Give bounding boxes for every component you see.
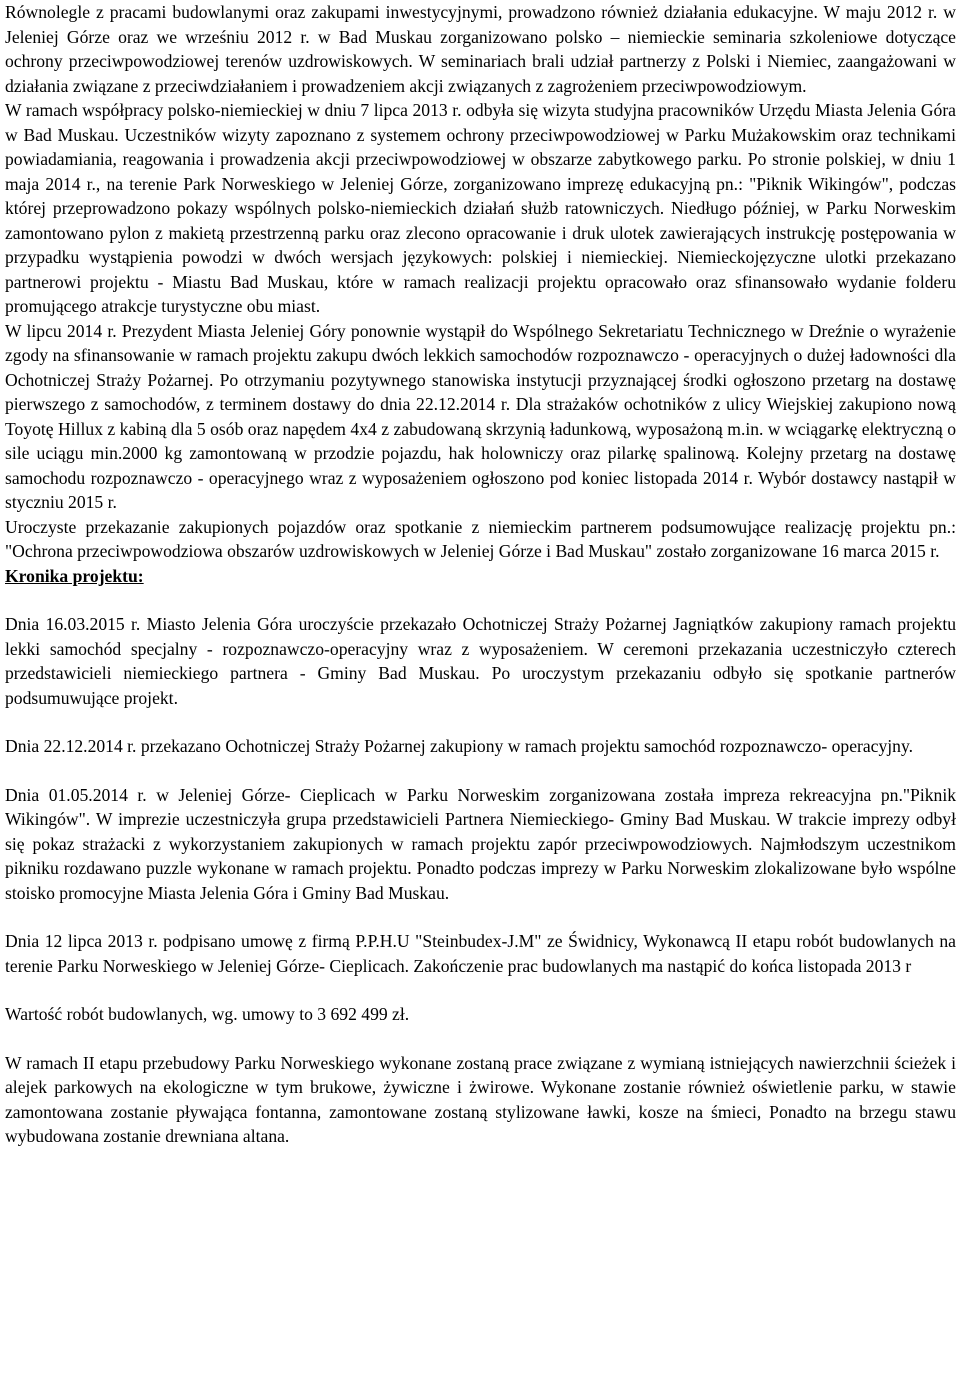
chronicle-entry: Dnia 12 lipca 2013 r. podpisano umowę z firmą P.P.H.U "Steinbudex-J.M" ze Świdnicy, Wykonawcą II etapu robót budowlanych na terenie Parku Norweskiego w Jeleniej Górze- Cieplicach. Zakończenie prac budowlanych ma nastąpić do końca listopada 2013 r xyxy=(5,931,956,976)
chronicle-entry: Dnia 16.03.2015 r. Miasto Jelenia Góra uroczyście przekazało Ochotniczej Straży Pożarnej Jagniątków zakupiony ramach projektu lekki samochód specjalny - rozpoznawczo-operacyjny wraz z wyposażeniem. W ceremoni przekazania uczestniczyło czterech przedstawicieli niemieckiego partnera - Gminy Bad Muskau. Po uroczystym przekazaniu odbyło się spotkanie partnerów podsumuwujące projekt. xyxy=(5,614,956,708)
intro-paragraph-vehicles: W lipcu 2014 r. Prezydent Miasta Jeleniej Góry ponownie wystąpił do Wspólnego Sekretariatu Technicznego w Dreźnie o wyrażenie zgody na sfinansowanie w ramach projektu zakupu dwóch lekkich samochodów rozpoznawczo - operacyjnych o dużej ładowności dla Ochotniczej Straży Pożarnej. Po otrzymaniu pozytywnego stanowiska instytucji przyznającej środki ogłoszono przetarg na dostawę pierwszego z samochodów, z terminem dostawy do dnia 22.12.2014 r. Dla strażaków ochotników z ulicy Wiejskiej zakupiono nową Toyotę Hillux z kabiną dla 5 osób oraz napędem 4x4 z zabudowaną skrzynią ładunkową, wyposażoną m.in. w wciągarkę elektryczną o sile uciągu min.2000 kg zamontowaną w przodzie pojazdu, hak holowniczy oraz pilarkę spalinową. Kolejny przetarg na dostawę samochodu rozpoznawczo - operacyjnego wraz z wyposażeniem ogłoszono pod koniec listopada 2014 r. Wybór dostawcy nastąpił w styczniu 2015 r. xyxy=(5,320,956,512)
chronicle-entry: Dnia 01.05.2014 r. w Jeleniej Górze- Cieplicach w Parku Norweskim zorganizowana została impreza rekreacyjna pn."Piknik Wikingów". W imprezie uczestniczyła grupa przedstawicieli Partnera Niemieckiego- Gminy Bad Muskau. W trakcie imprezy odbył się pokaz strażacki z wykorzystaniem zakupionych w ramach projektu zapór przeciwpowodziowych. Najmłodszym uczestnikom pikniku rozdawano puzzle wykonane w ramach projektu. Ponadto podczas imprezy w Parku Norweskim zlokalizowane było wspólne stoisko promocyjne Miasta Jelenia Góra i Gminy Bad Muskau. xyxy=(5,784,956,903)
intro-paragraph-education: Równolegle z pracami budowlanymi oraz zakupami inwestycyjnymi, prowadzono również działania edukacyjne. W maju 2012 r. w Jeleniej Górze oraz we wrześniu 2012 r. w Bad Muskau zorganizowano polsko – niemieckie seminaria szkoleniowe dotyczące ochrony przeciwpowodziowej terenów uzdrowiskowych. W seminariach brali udział partnerzy z Polski i Niemiec, zaangażowani w działania związane z przeciwdziałaniem i prowadzeniem akcji związanych z zagrożeniem przeciwpowodziowym. xyxy=(5,2,956,96)
intro-paragraph-handover: Uroczyste przekazanie zakupionych pojazdów oraz spotkanie z niemieckim partnerem podsumowujące realizację projektu pn.: "Ochrona przeciwpowodziowa obszarów uzdrowiskowych w Jeleniej Górze i Bad Muskau" zostało zorganizowane 16 marca 2015 r. xyxy=(5,516,956,561)
chronicle-heading: Kronika projektu: xyxy=(5,565,144,586)
chronicle-entry: Dnia 22.12.2014 r. przekazano Ochotniczej Straży Pożarnej zakupiony w ramach projektu samochód rozpoznawczo- operacyjny. xyxy=(5,736,914,756)
stage-two-works-paragraph: W ramach II etapu przebudowy Parku Norweskiego wykonane zostaną prace związane z wymianą istniejących nawierzchnii ścieżek i alejek parkowych na ekologiczne w tym brukowe, żywiczne i żwirowe. Wykonane zostanie również oświetlenie parku, w stawie zamontowana zostanie pływająca fontanna, zamontowane zostaną stylizowane ławki, kosze na śmieci, Ponadto na brzegu stawu wybudowana zostanie drewniana altana. xyxy=(5,1052,956,1146)
intro-paragraph-study-visit: W ramach współpracy polsko-niemieckiej w dniu 7 lipca 2013 r. odbyła się wizyta studyjna pracowników Urzędu Miasta Jelenia Góra w Bad Muskau. Uczestników wizyty zapoznano z systemem ochrony przeciwpowodziowej w Parku Mużakowskim oraz technikami powiadamiania, reagowania i prowadzenia akcji przeciwpowodziowej w obszarze zabytkowego parku. Po stronie polskiej, w dniu 1 maja 2014 r., na terenie Park Norweskiego w Jeleniej Górze, zorganizowano imprezę edukacyjną pn.: "Piknik Wikingów", podczas której przeprowadzono pokazy wspólnych polsko-niemieckich działań służb ratowniczych. Niedługo później, w Parku Norweskim zamontowano pylon z makietą przestrzenną parku oraz zlecono opracowanie i druk ulotek zawierających instrukcję postępowania w przypadku wystąpienia powodzi w dwóch wersjach językowych: polskiej i niemieckiej. Niemieckojęzyczne ulotki przekazano partnerowi projektu - Miastu Bad Muskau, które w ramach realizacji projektu opracowało oraz sfinansowało wydanie folderu promującego atrakcje turystyczne obu miast. xyxy=(5,100,956,316)
contract-value-text: Wartość robót budowlanych, wg. umowy to 3 692 499 zł. xyxy=(5,1004,410,1024)
